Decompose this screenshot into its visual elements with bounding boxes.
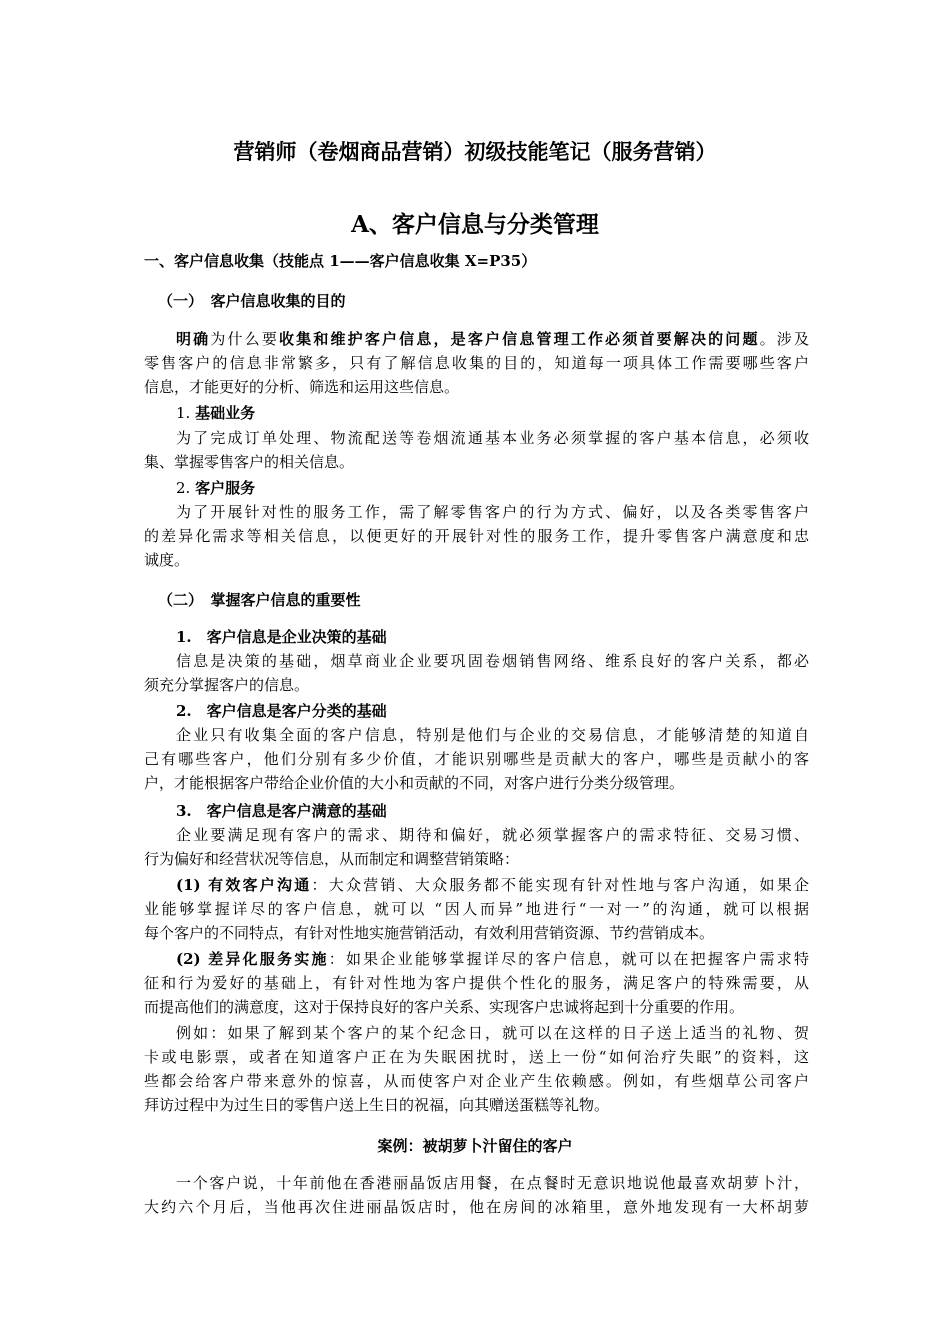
text-span: ：如果企业能够掌握详尽的客户信息，就可以在把握客户需求特 [328, 950, 809, 968]
list-number: 1. [176, 404, 191, 422]
list-item-1 [176, 401, 841, 425]
paragraph-line: 的差异化需求等相关信息，以便更好的开展针对性的服务工作，提升零售客户满意度和忠 [144, 527, 809, 545]
paragraph-line: 零售客户的信息非常繁多，只有了解信息收集的目的，知道每一项具体工作需要哪些客户 [144, 354, 809, 372]
paragraph-line: 一个客户说，十年前他在香港丽晶饭店用餐，在点餐时无意识地说他最喜欢胡萝卜汁， [176, 1174, 809, 1192]
paragraph-line: 每个客户的不同特点，有针对性地实施营销活动，有效利用营销资源、节约营销成本。 [144, 924, 715, 942]
document-title: 营销师（卷烟商品营销）初级技能笔记（服务营销） [233, 139, 717, 164]
heading-1-2: （二） 掌握客户信息的重要性 [158, 591, 361, 609]
paragraph-line: 行为偏好和经营状况等信息，从而制定和调整营销策略： [144, 850, 520, 868]
paragraph-line: 信息是决策的基础，烟草商业企业要巩固卷烟销售网络、维系良好的客户关系，都必 [176, 652, 809, 670]
paragraph-line: 诚度。 [144, 551, 190, 569]
heading-1-1: （一） 客户信息收集的目的 [158, 292, 346, 310]
list-item-5: 3. 客户信息是客户满意的基础 [176, 802, 387, 820]
list-item-4: 2. 客户信息是客户分类的基础 [176, 702, 387, 720]
paragraph-line: 拜访过程中为过生日的零售户送上生日的祝福，向其赠送蛋糕等礼物。 [144, 1096, 610, 1114]
paragraph-line: 大约六个月后，当他再次住进丽晶饭店时，他在房间的冰箱里，意外地发现有一大杯胡萝 [144, 1198, 809, 1216]
paragraph-line: 些都会给客户带来意外的惊喜，从而使客户对企业产生依赖感。例如，有些烟草公司客户 [144, 1072, 809, 1090]
list-label: 基础业务 [195, 404, 256, 422]
list-label: 客户服务 [195, 479, 256, 497]
list-item-2 [176, 476, 841, 500]
list-number: 2. [176, 479, 191, 497]
paragraph-line: 例如：如果了解到某个客户的某个纪念日，就可以在这样的日子送上适当的礼物、贺 [176, 1024, 809, 1042]
paragraph-line: 征和行为爱好的基础上，有针对性地为客户提供个性化的服务，满足客户的特殊需要，从 [144, 974, 809, 992]
case-title: 案例：被胡萝卜汁留住的客户 [377, 1137, 573, 1155]
paragraph-line: 户，才能根据客户带给企业价值的大小和贡献的不同，对客户进行分类分级管理。 [144, 774, 685, 792]
text-span: 为什么要 [210, 330, 280, 348]
paragraph-line: 而提高他们的满意度，这对于保持良好的客户关系、实现客户忠诚将起到十分重要的作用。 [144, 998, 745, 1016]
paragraph-line: 集、掌握零售客户的相关信息。 [144, 453, 355, 471]
paragraph-line: 信息，才能更好的分析、筛选和运用这些信息。 [144, 378, 460, 396]
text-span: 。涉及 [759, 330, 809, 348]
paragraph-line [176, 947, 809, 971]
paragraph-line: 企业只有收集全面的客户信息，特别是他们与企业的交易信息，才能够清楚的知道自 [176, 726, 809, 744]
paragraph-line: 卡或电影票，或者在知道客户正在为失眠困扰时，送上一份“如何治疗失眠”的资料，这 [144, 1048, 809, 1066]
paragraph-line: 须充分掌握客户的信息。 [144, 676, 310, 694]
paragraph-line: 为了完成订单处理、物流配送等卷烟流通基本业务必须掌握的客户基本信息，必须收 [176, 429, 809, 447]
bold-text: 收集和维护客户信息，是客户信息管理工作必须首要解决的问题 [279, 330, 760, 348]
paragraph-line: 企业要满足现有客户的需求、期待和偏好，就必须掌握客户的需求特征、交易习惯、 [176, 826, 809, 844]
paragraph-line: 业能够掌握详尽的客户信息，就可以 “因人而异”地进行“一对一”的沟通，就可以根据 [144, 900, 809, 918]
paragraph-line [176, 327, 809, 351]
bold-text: (1) 有效客户沟通 [176, 876, 312, 894]
list-item-3: 1. 客户信息是企业决策的基础 [176, 628, 387, 646]
bold-text: 明确 [176, 330, 211, 348]
paragraph-line [176, 873, 809, 897]
heading-1: 一、客户信息收集（技能点 1——客户信息收集 X=P35） [144, 252, 537, 270]
text-span: ：大众营销、大众服务都不能实现有针对性地与客户沟通，如果企 [311, 876, 809, 894]
paragraph-line: 为了开展针对性的服务工作，需了解零售客户的行为方式、偏好，以及各类零售客户 [176, 503, 809, 521]
paragraph-line: 己有哪些客户，他们分别有多少价值，才能识别哪些是贡献大的客户，哪些是贡献小的客 [144, 750, 809, 768]
bold-text: (2) 差异化服务实施 [176, 950, 329, 968]
section-a-heading: A、客户信息与分类管理 [351, 211, 599, 238]
